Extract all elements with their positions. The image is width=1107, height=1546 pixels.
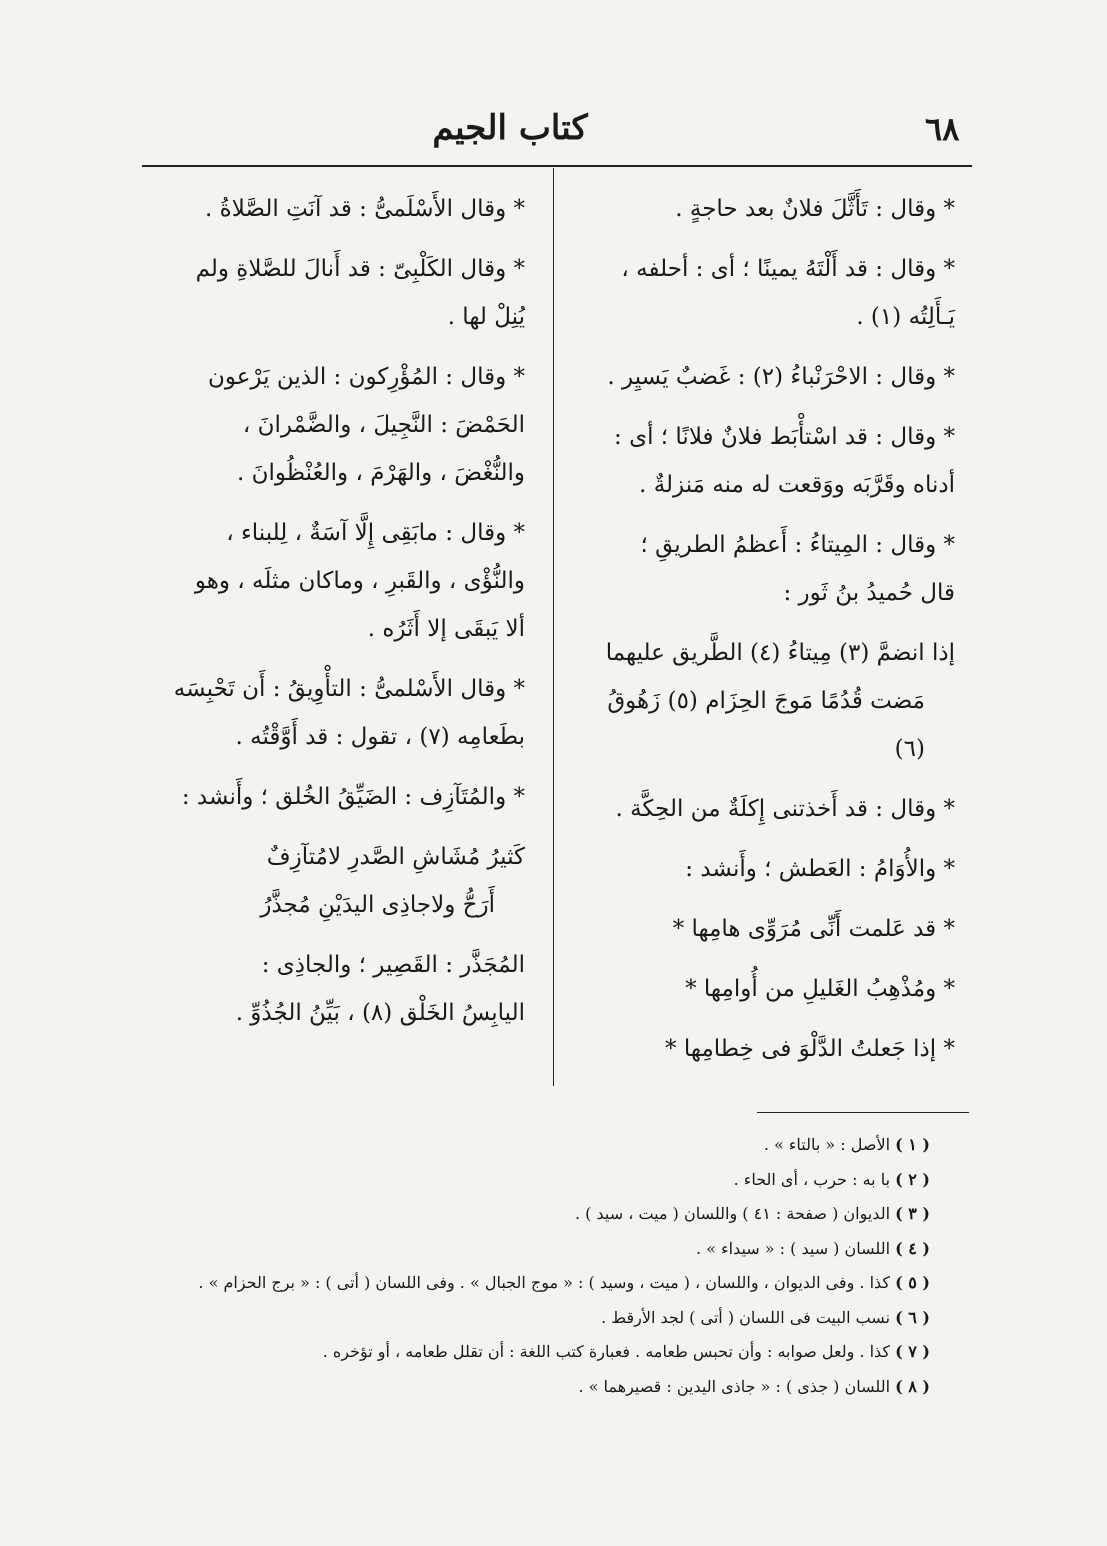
verse-line: مَضت قُدُمًا مَوجَ الحِزَام (٥) زَهُوقُ (٦) <box>607 688 925 762</box>
entry <box>140 353 525 497</box>
footnote-number: ( ٥ ) <box>895 1273 930 1292</box>
entry-line: * والأُوَامُ : العَطش ؛ وأَنشد : <box>685 856 955 882</box>
footnote <box>140 1335 930 1370</box>
right-column <box>575 185 955 1085</box>
page-title: كتاب الجيم <box>432 108 588 148</box>
entry-line: * والمُتَآزِف : الضَيِّقُ الخُلق ؛ وأَنشد : <box>181 784 525 810</box>
footnote-text: كذا . ولعل صوابه : وأن تحبس طعامه . فعبارة كتب اللغة : أن تقلل طعامه ، أو تؤخره . <box>322 1342 891 1361</box>
entry-line: * وقال الكَلْبِىّ : قد أَنالَ للصَّلاةِ ولم <box>195 256 525 282</box>
entry-line: الحَمْضَ : النَّجِيلَ ، والضَّمْرانَ ، <box>242 412 525 438</box>
footnote-text: الأصل : « بالتاء » . <box>763 1135 891 1154</box>
entry <box>575 245 955 341</box>
entry-line: * وقال : قد أَلْتَهُ يمينًا ؛ أى : أحلفه ، <box>621 256 955 282</box>
entry <box>575 785 955 833</box>
footnote-text: كذا . وفى الديوان ، واللسان ، ( ميت ، وسيد ) : « موج الجبال » . وفى اللسان ( أتى ) : « برج الحزام » . <box>198 1273 891 1292</box>
footnote <box>140 1232 930 1267</box>
footnote-text: الديوان ( صفحة : ٤١ ) واللسان ( ميت ، سيد ) . <box>574 1204 891 1223</box>
entry <box>575 185 955 233</box>
entry-line: * وقال : قد اسْتأْبَط فلانٌ فلانًا ؛ أى : <box>614 424 955 450</box>
entry-line: * وقال : مابَقِى إِلَّا آسَةٌ ، لِلبناء ، <box>226 520 525 546</box>
entry-line: قال حُميدُ بنُ ثَور : <box>783 580 955 606</box>
poem-verse <box>575 1025 955 1073</box>
entry-line: المُجَذَّر : القَصِير ؛ والجاذِى : <box>261 952 525 978</box>
entry <box>575 845 955 893</box>
poem-verse <box>575 629 955 773</box>
footnote-text: اللسان ( سيد ) : « سيداء » . <box>696 1238 891 1258</box>
entry <box>140 665 525 761</box>
verse-line: كَثيرُ مُشَاشِ الصَّدرِ لامُتآزِفٌ <box>266 844 525 870</box>
footnote-number: ( ١ ) <box>895 1135 930 1154</box>
verse-line: * قد عَلمت أَنِّى مُرَوِّى هامِها * <box>672 916 955 942</box>
entry <box>575 353 955 401</box>
footnote-rule <box>757 1112 969 1113</box>
entry-line: يَـأَلِتُه (١) . <box>856 304 955 330</box>
page-number: ٦٨ <box>925 110 960 148</box>
footnote <box>140 1301 930 1336</box>
entry-line: بطَعامِه (٧) ، تقول : قد أَوَّقْتُه . <box>235 724 525 750</box>
column-divider <box>553 168 554 1086</box>
entry-line: * وقال : المِيتاءُ : أَعظمُ الطريقِ ؛ <box>640 532 955 558</box>
footnote <box>140 1128 930 1163</box>
poem-verse <box>575 905 955 953</box>
entry-line: * وقال : تَأَثَّلَ فلانٌ بعد حاجةٍ . <box>675 196 955 222</box>
entry <box>575 521 955 617</box>
entry-line: * وقال الأَسْلمىُّ : التأْوِيقُ : أَن تَحْبِسَه <box>173 676 525 702</box>
footnote-number: ( ٣ ) <box>895 1204 930 1223</box>
footnote-text: نسب البيت فى اللسان ( أتى ) لجد الأرقط . <box>601 1307 891 1327</box>
entry <box>140 245 525 341</box>
footnotes <box>140 1128 930 1404</box>
verse-line: أَرَحُّ ولاجاذِى اليدَيْنِ مُجذَّرُ <box>260 892 495 918</box>
entry-line: * وقال : المُؤْرِكون : الذين يَرْعون <box>207 364 525 390</box>
entry <box>140 773 525 821</box>
entry-line: والنُّغْضَ ، والهَرْمَ ، والعُنْظُوانَ . <box>236 460 525 486</box>
entry-line: أدناه وقَرَّبَه ووَقعت له منه مَنزلةٌ . <box>639 472 955 498</box>
entry-line: * وقال الأَسْلَمىُّ : قد آنَتِ الصَّلاةُ . <box>205 196 525 222</box>
header-rule <box>142 165 972 167</box>
footnote <box>140 1163 930 1198</box>
entry-line: * وقال : الاحْرَنْباءُ (٢) : غَضبٌ يَسيِر . <box>607 364 955 390</box>
footnote-number: ( ٧ ) <box>895 1342 930 1361</box>
entry-line: والنُّؤْى ، والقَبرِ ، وماكان مثلَه ، وهو <box>194 568 525 594</box>
footnote-number: ( ٢ ) <box>895 1169 930 1189</box>
footnote-number: ( ٦ ) <box>895 1307 930 1327</box>
entry-line: اليابِسُ الخَلْق (٨) ، بَيِّنُ الجُذُوِّ . <box>235 1000 525 1026</box>
footnote-number: ( ٤ ) <box>895 1238 930 1258</box>
poem-verse <box>140 833 525 929</box>
poem-verse <box>575 965 955 1013</box>
footnote <box>140 1266 930 1301</box>
footnote <box>140 1197 930 1232</box>
entry-line: يُنِلْ لها . <box>447 304 525 330</box>
footnote-number: ( ٨ ) <box>895 1376 930 1396</box>
verse-line: إذا انضمَّ (٣) مِيتاءُ (٤) الطَّريق عليهما <box>605 640 955 666</box>
entry-line: ألا يَبقَى إلا أَثَرُه . <box>367 616 525 642</box>
entry <box>575 413 955 509</box>
entry-line: * وقال : قد أَخذتنى إِكلَةٌ من الحِكَّة . <box>615 796 955 822</box>
footnote-text: با به : حرب ، أى الحاء . <box>733 1169 891 1189</box>
footnote-text: اللسان ( جذى ) : « جاذى اليدين : قصيرهما » . <box>578 1376 891 1396</box>
verse-line: * إذا جَعلتُ الدَّلْوَ فى خِطامِها * <box>665 1036 955 1062</box>
verse-line: * ومُذْهِبُ الغَليلِ من أُوامِها * <box>685 976 955 1002</box>
entry <box>140 941 525 1037</box>
entry <box>140 185 525 233</box>
footnote <box>140 1370 930 1405</box>
entry <box>140 509 525 653</box>
left-column <box>140 185 525 1049</box>
